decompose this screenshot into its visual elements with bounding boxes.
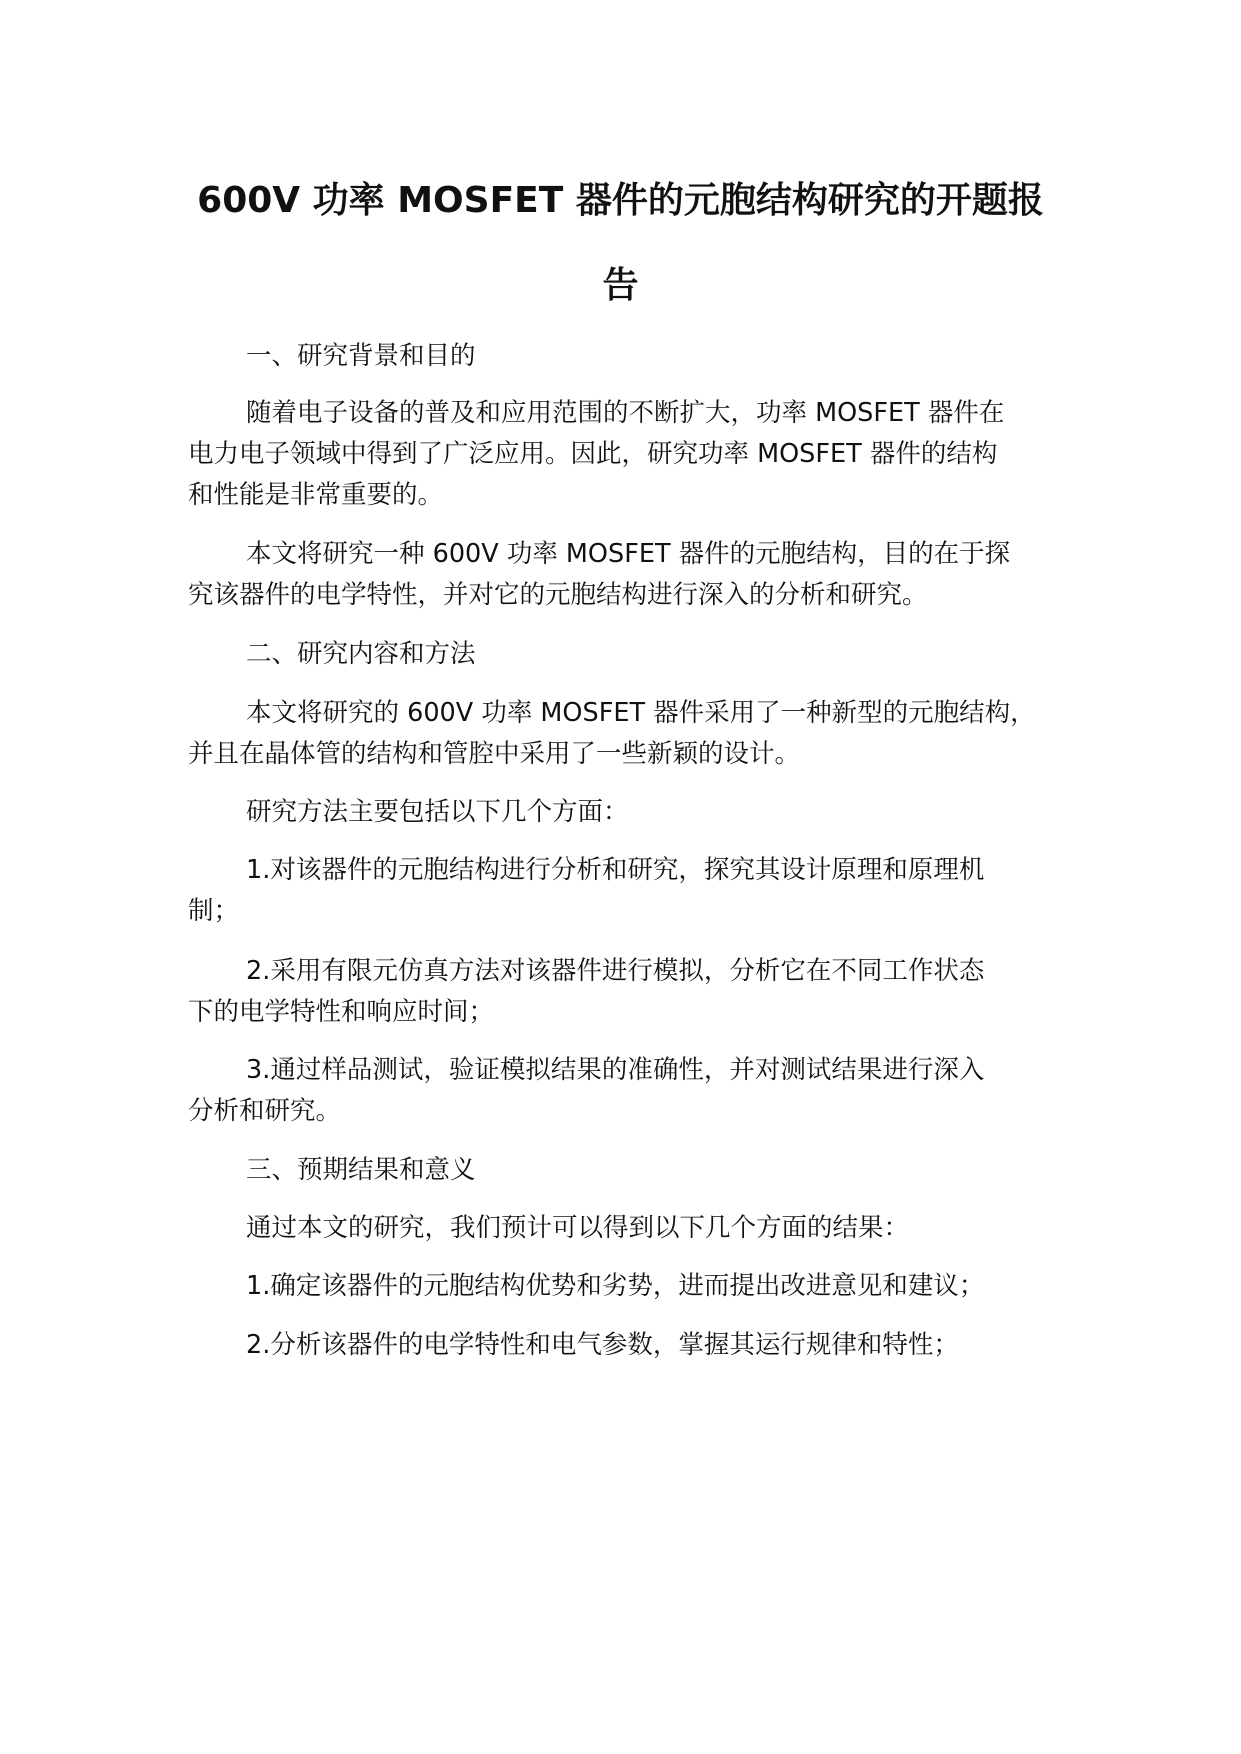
- section-heading-methods: 二、研究内容和方法: [246, 639, 476, 669]
- document-title-line-1: 600V 功率 MOSFET 器件的元胞结构研究的开题报: [197, 180, 1044, 221]
- list-item-line: 下的电学特性和响应时间；: [188, 997, 495, 1027]
- paragraph-line: 本文将研究的 600V 功率 MOSFET 器件采用了一种新型的元胞结构，: [246, 698, 1036, 728]
- list-item-line: 分析和研究。: [188, 1096, 342, 1126]
- list-item-line: 3.通过样品测试，验证模拟结果的准确性，并对测试结果进行深入: [246, 1055, 985, 1085]
- list-item-line: 2.分析该器件的电学特性和电气参数，掌握其运行规律和特性；: [246, 1330, 959, 1360]
- paragraph-line: 和性能是非常重要的。: [188, 480, 444, 510]
- paragraph-line: 随着电子设备的普及和应用范围的不断扩大，功率 MOSFET 器件在: [246, 398, 1005, 428]
- paragraph-line: 电力电子领域中得到了广泛应用。因此，研究功率 MOSFET 器件的结构: [188, 439, 998, 469]
- paragraph-line: 研究方法主要包括以下几个方面：: [246, 797, 629, 827]
- list-item-line: 1.确定该器件的元胞结构优势和劣势，进而提出改进意见和建议；: [246, 1271, 985, 1301]
- section-heading-results: 三、预期结果和意义: [246, 1155, 476, 1185]
- paragraph-line: 并且在晶体管的结构和管腔中采用了一些新颖的设计。: [188, 739, 801, 769]
- section-heading-background: 一、研究背景和目的: [246, 341, 476, 371]
- list-item-line: 2.采用有限元仿真方法对该器件进行模拟，分析它在不同工作状态: [246, 956, 985, 986]
- document-title-line-2: 告: [602, 265, 639, 306]
- list-item-line: 1.对该器件的元胞结构进行分析和研究，探究其设计原理和原理机: [246, 855, 985, 885]
- paragraph-line: 通过本文的研究，我们预计可以得到以下几个方面的结果：: [246, 1213, 910, 1243]
- paragraph-line: 究该器件的电学特性，并对它的元胞结构进行深入的分析和研究。: [188, 580, 928, 610]
- paragraph-line: 本文将研究一种 600V 功率 MOSFET 器件的元胞结构，目的在于探: [246, 539, 1011, 569]
- list-item-line: 制；: [188, 896, 240, 926]
